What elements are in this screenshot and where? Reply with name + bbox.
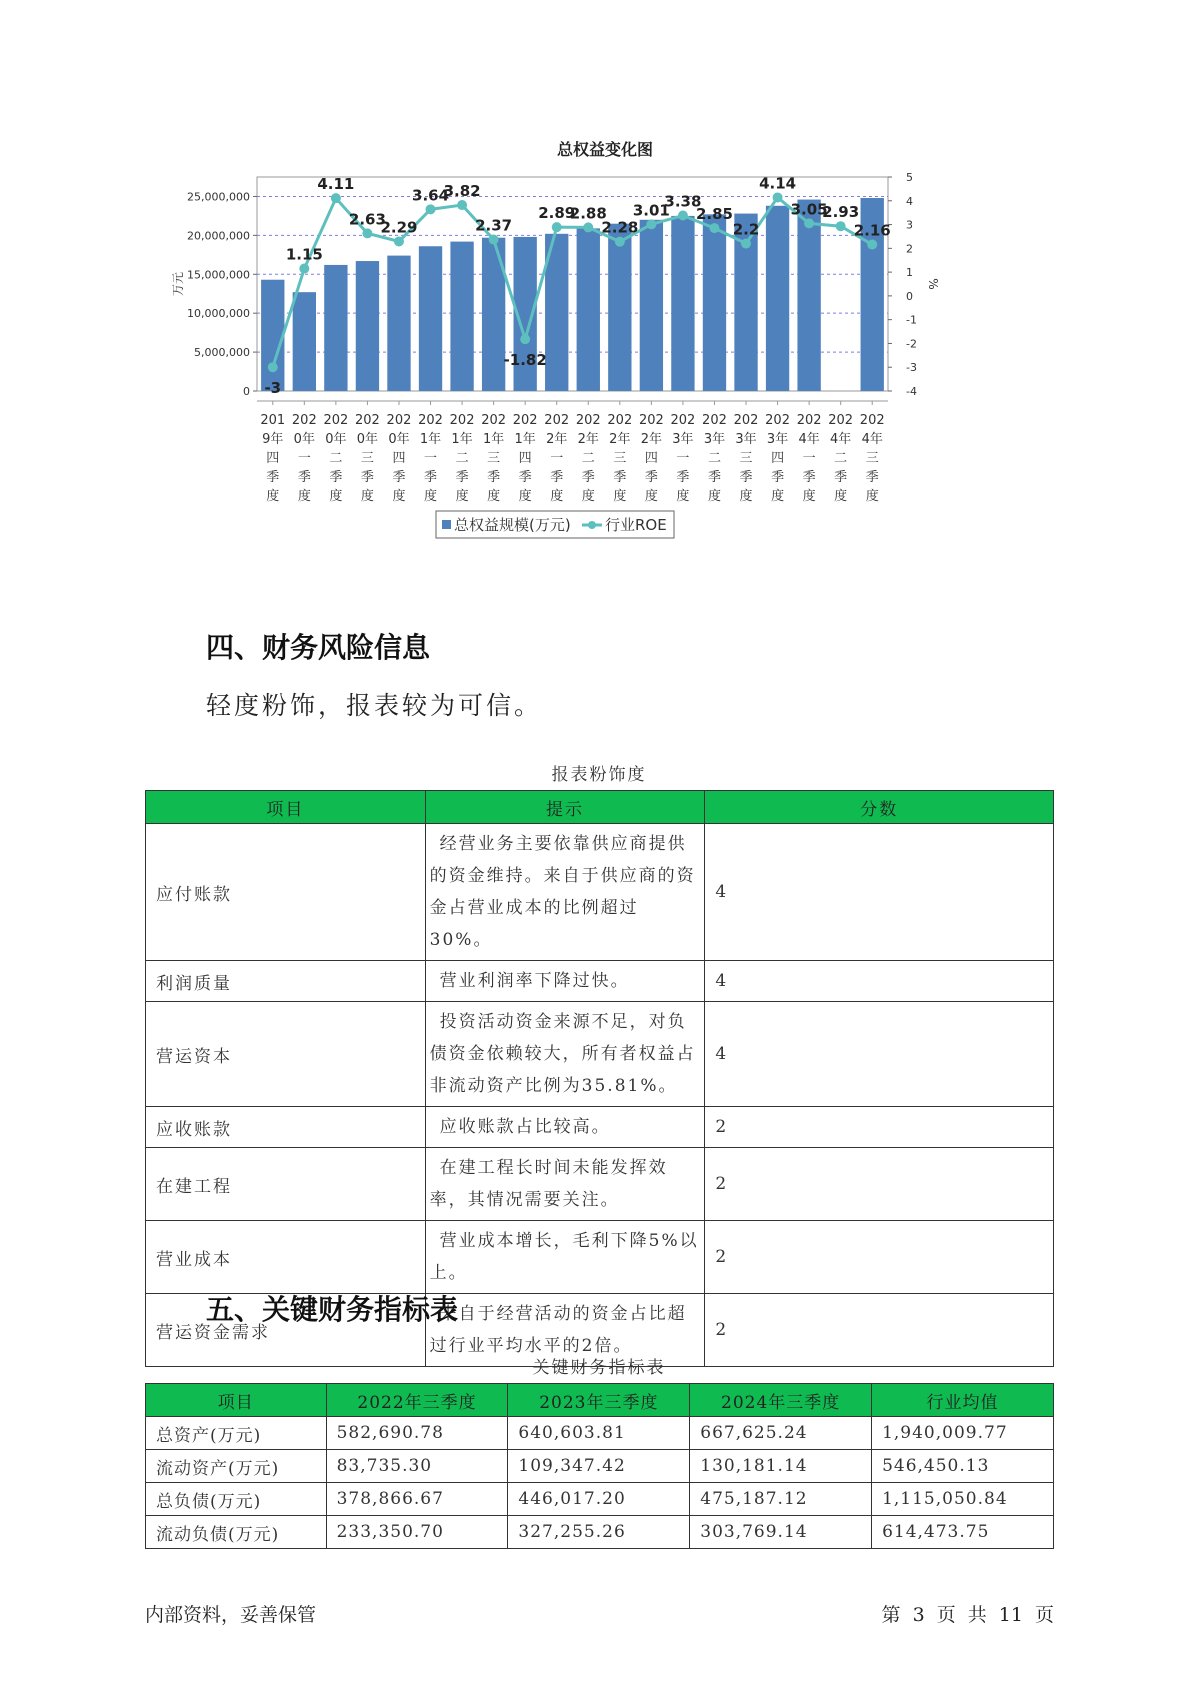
risk-tip: 营业成本增长，毛利下降5%以上。 <box>425 1221 705 1294</box>
x-tick-label: 季 <box>424 470 438 485</box>
x-tick-label: 季 <box>487 470 501 485</box>
x-tick-label: 202 <box>607 413 633 428</box>
x-tick-label: 202 <box>765 413 790 428</box>
roe-point <box>268 362 278 372</box>
x-tick-label: 度 <box>550 489 564 504</box>
risk-tip: 经营业务主要依靠供应商提供的资金维持。来自于供应商的资金占营业成本的比例超过30%。 <box>425 824 705 961</box>
x-tick-label: 四 <box>392 451 406 466</box>
risk-score: 2 <box>705 1148 1054 1221</box>
equity-bar <box>293 292 316 391</box>
table-row <box>146 1002 1054 1107</box>
chart-title: 总权益变化图 <box>556 140 654 159</box>
key-financial-table <box>145 1383 1054 1549</box>
table-row <box>146 961 1054 1002</box>
kfi-header-industry-avg: 行业均值 <box>872 1384 1054 1417</box>
x-tick-label: 四 <box>644 451 658 466</box>
kfi-cell: 130,181.14 <box>690 1450 872 1483</box>
x-tick-label: 度 <box>676 489 690 504</box>
y2-tick-label: -2 <box>906 337 917 351</box>
table-row <box>146 1107 1054 1148</box>
kfi-cell: 446,017.20 <box>508 1483 690 1516</box>
roe-point <box>426 204 436 214</box>
risk-table-header-row <box>146 791 1054 824</box>
x-tick-label: 季 <box>455 470 469 485</box>
roe-data-label: -3 <box>264 379 282 398</box>
kfi-cell: 475,187.12 <box>690 1483 872 1516</box>
kfi-cell: 1,115,050.84 <box>872 1483 1054 1516</box>
roe-point <box>489 235 499 245</box>
equity-bar <box>261 280 284 391</box>
roe-data-label: 3.38 <box>664 192 702 211</box>
x-tick-label: 度 <box>424 489 438 504</box>
risk-header-tip: 提示 <box>425 791 705 824</box>
kfi-header-2022q3: 2022年三季度 <box>326 1384 508 1417</box>
risk-score: 2 <box>705 1221 1054 1294</box>
y2-tick-label: -3 <box>906 361 917 375</box>
roe-point <box>804 218 814 228</box>
x-tick-label: 季 <box>771 470 785 485</box>
x-tick-label: 0年 <box>388 432 410 447</box>
y2-tick-label: -1 <box>906 313 917 327</box>
y-tick-label: 15,000,000 <box>187 268 250 282</box>
roe-data-label: 2.37 <box>475 216 513 235</box>
risk-tip: 在建工程长时间未能发挥效率，其情况需要关注。 <box>425 1148 705 1221</box>
x-tick-label: 一 <box>802 451 816 466</box>
roe-data-label: 2.2 <box>732 220 760 239</box>
x-tick-label: 4年 <box>798 432 820 447</box>
x-tick-label: 季 <box>360 470 374 485</box>
x-tick-label: 季 <box>518 470 532 485</box>
x-tick-label: 202 <box>512 413 538 428</box>
kfi-cell: 640,603.81 <box>508 1417 690 1450</box>
x-tick-label: 度 <box>771 489 785 504</box>
risk-header-item: 项目 <box>146 791 426 824</box>
legend-line-label: 行业ROE <box>605 516 667 534</box>
risk-score: 4 <box>705 824 1054 961</box>
x-tick-label: 度 <box>834 489 848 504</box>
x-tick-label: 季 <box>644 470 658 485</box>
roe-point <box>299 264 309 274</box>
risk-item: 营业成本 <box>146 1221 426 1294</box>
legend-bar-label: 总权益规模(万元) <box>454 516 571 534</box>
risk-item: 应付账款 <box>146 824 426 961</box>
roe-data-label: 2.88 <box>569 204 607 223</box>
kfi-cell: 233,350.70 <box>326 1516 508 1549</box>
equity-bar <box>356 261 379 391</box>
kfi-cell: 总负债(万元) <box>146 1483 327 1516</box>
y2-tick-label: 4 <box>906 194 913 208</box>
x-tick-label: 2年 <box>640 432 663 447</box>
x-tick-label: 0年 <box>325 432 347 447</box>
x-tick-label: 四 <box>518 451 532 466</box>
kfi-header-item: 项目 <box>146 1384 327 1417</box>
equity-bar <box>577 228 600 391</box>
kfi-cell: 614,473.75 <box>872 1516 1054 1549</box>
x-tick-label: 4年 <box>830 432 852 447</box>
x-tick-label: 1年 <box>482 432 505 447</box>
y-tick-label: 5,000,000 <box>194 346 250 360</box>
x-tick-label: 度 <box>455 489 469 504</box>
kfi-cell: 546,450.13 <box>872 1450 1054 1483</box>
x-tick-label: 1年 <box>419 432 442 447</box>
roe-data-label: 3.05 <box>790 200 828 219</box>
risk-item: 在建工程 <box>146 1148 426 1221</box>
y-tick-label: 25,000,000 <box>187 190 250 204</box>
y-tick-label: 10,000,000 <box>187 307 250 321</box>
x-tick-label: 4年 <box>861 432 883 447</box>
x-tick-label: 二 <box>707 451 721 466</box>
roe-point <box>773 192 783 202</box>
x-tick-label: 1年 <box>451 432 473 447</box>
risk-table <box>145 790 1054 1367</box>
equity-bar <box>671 216 694 391</box>
roe-data-label: 2.89 <box>538 204 576 223</box>
risk-score: 4 <box>705 1002 1054 1107</box>
y-tick-label: 20,000,000 <box>187 229 250 243</box>
x-tick-label: 季 <box>266 470 280 485</box>
equity-bar <box>766 206 789 391</box>
kfi-header-row <box>146 1384 1054 1417</box>
x-tick-label: 度 <box>707 489 721 504</box>
risk-item: 营运资金需求 <box>146 1294 426 1367</box>
x-tick-label: 四 <box>266 451 280 466</box>
x-tick-label: 二 <box>329 451 343 466</box>
x-tick-label: 季 <box>802 470 816 485</box>
x-tick-label: 度 <box>613 489 627 504</box>
x-tick-label: 度 <box>739 489 753 504</box>
risk-score: 4 <box>705 961 1054 1002</box>
x-tick-label: 1年 <box>514 432 536 447</box>
risk-item: 应收账款 <box>146 1107 426 1148</box>
x-tick-label: 202 <box>291 413 317 428</box>
roe-data-label: 4.11 <box>317 175 355 194</box>
table-row <box>146 1450 1054 1483</box>
x-tick-label: 三 <box>739 451 753 466</box>
kfi-header-2023q3: 2023年三季度 <box>508 1384 690 1417</box>
x-tick-label: 一 <box>676 451 690 466</box>
risk-item: 营运资本 <box>146 1002 426 1107</box>
roe-data-label: 2.63 <box>348 210 386 229</box>
roe-data-label: 3.01 <box>632 201 670 220</box>
x-tick-label: 度 <box>329 489 343 504</box>
x-tick-label: 度 <box>518 489 532 504</box>
x-tick-label: 9年 <box>262 432 284 447</box>
equity-bar <box>703 214 726 391</box>
footer-page-number: 第 3 页 共 11 页 <box>881 1604 1054 1626</box>
y2-tick-label: 3 <box>906 218 913 232</box>
x-tick-label: 季 <box>676 470 690 485</box>
x-tick-label: 202 <box>386 413 412 428</box>
roe-data-label: 2.28 <box>601 218 639 237</box>
roe-point <box>867 240 877 250</box>
x-tick-label: 201 <box>260 413 286 428</box>
risk-header-score: 分数 <box>705 791 1054 824</box>
roe-point <box>836 221 846 231</box>
equity-bar <box>419 246 442 391</box>
kfi-table-caption: 关键财务指标表 <box>532 1358 666 1378</box>
x-tick-label: 202 <box>796 413 822 428</box>
equity-bar <box>640 220 663 391</box>
roe-point <box>583 222 593 232</box>
roe-data-label: 2.85 <box>695 205 733 224</box>
x-tick-label: 度 <box>487 489 501 504</box>
section4-summary: 轻度粉饰，报表较为可信。 <box>206 691 543 720</box>
roe-point <box>457 200 467 210</box>
x-tick-label: 202 <box>828 413 854 428</box>
x-tick-label: 季 <box>297 470 311 485</box>
risk-table-caption: 报表粉饰度 <box>551 765 647 785</box>
kfi-header-2024q3: 2024年三季度 <box>690 1384 872 1417</box>
x-tick-label: 202 <box>323 413 349 428</box>
x-tick-label: 度 <box>360 489 374 504</box>
risk-item: 利润质量 <box>146 961 426 1002</box>
equity-bar <box>450 242 473 391</box>
roe-data-label: 4.14 <box>759 174 797 193</box>
x-tick-label: 季 <box>613 470 627 485</box>
x-tick-label: 一 <box>424 451 438 466</box>
equity-chart-svg <box>170 130 1040 590</box>
x-tick-label: 3年 <box>735 432 757 447</box>
y-axis-label: 万元 <box>171 271 185 297</box>
kfi-cell: 83,735.30 <box>326 1450 508 1483</box>
x-tick-label: 季 <box>739 470 753 485</box>
x-tick-label: 三 <box>613 451 627 466</box>
equity-bar <box>387 256 410 391</box>
x-tick-label: 度 <box>266 489 280 504</box>
x-tick-label: 3年 <box>672 432 694 447</box>
x-tick-label: 季 <box>707 470 721 485</box>
footer-confidential-note: 内部资料，妥善保管 <box>145 1604 317 1626</box>
kfi-cell: 378,866.67 <box>326 1483 508 1516</box>
table-row <box>146 1483 1054 1516</box>
equity-bar <box>608 224 631 391</box>
x-tick-label: 202 <box>670 413 696 428</box>
x-tick-label: 季 <box>392 470 406 485</box>
roe-point <box>331 193 341 203</box>
x-tick-label: 202 <box>449 413 475 428</box>
x-tick-label: 202 <box>638 413 664 428</box>
x-tick-label: 3年 <box>703 432 726 447</box>
x-tick-label: 季 <box>581 470 595 485</box>
kfi-cell: 流动负债(万元) <box>146 1516 327 1549</box>
x-tick-label: 二 <box>581 451 595 466</box>
roe-point <box>646 219 656 229</box>
x-tick-label: 三 <box>487 451 501 466</box>
x-tick-label: 一 <box>297 451 311 466</box>
x-tick-label: 季 <box>865 470 879 485</box>
x-tick-label: 202 <box>575 413 601 428</box>
legend-bar-swatch <box>442 520 451 529</box>
risk-tip: 来自于经营活动的资金占比超过行业平均水平的2倍。 <box>425 1294 705 1367</box>
roe-point <box>615 237 625 247</box>
y2-tick-label: 0 <box>906 289 913 303</box>
legend-line-marker <box>588 521 596 529</box>
x-tick-label: 三 <box>865 451 879 466</box>
x-tick-label: 四 <box>771 451 785 466</box>
roe-data-label: 3.64 <box>412 186 450 205</box>
roe-data-label: 1.15 <box>285 245 323 264</box>
roe-data-label: 2.29 <box>380 218 418 237</box>
x-tick-label: 度 <box>392 489 406 504</box>
x-tick-label: 度 <box>802 489 816 504</box>
roe-data-label: -1.82 <box>503 351 547 370</box>
table-row <box>146 1221 1054 1294</box>
x-tick-label: 2年 <box>577 432 599 447</box>
section4-heading: 四、财务风险信息 <box>206 631 431 664</box>
roe-point <box>520 334 530 344</box>
y-tick-label: 0 <box>243 385 250 398</box>
x-tick-label: 季 <box>550 470 564 485</box>
x-tick-label: 202 <box>481 413 507 428</box>
x-tick-label: 3年 <box>766 432 789 447</box>
roe-data-label: 3.82 <box>443 182 481 201</box>
kfi-cell: 流动资产(万元) <box>146 1450 327 1483</box>
x-tick-label: 一 <box>550 451 564 466</box>
y2-tick-label: 5 <box>906 171 913 184</box>
x-tick-label: 度 <box>581 489 595 504</box>
risk-tip: 营业利润率下降过快。 <box>425 961 705 1002</box>
roe-point <box>552 222 562 232</box>
table-row <box>146 824 1054 961</box>
kfi-cell: 1,940,009.77 <box>872 1417 1054 1450</box>
x-tick-label: 二 <box>455 451 469 466</box>
x-tick-label: 202 <box>544 413 570 428</box>
y2-tick-label: 2 <box>906 242 913 256</box>
roe-point <box>741 239 751 249</box>
x-tick-label: 0年 <box>293 432 315 447</box>
x-tick-label: 0年 <box>356 432 379 447</box>
section5-heading: 五、关键财务指标表 <box>206 1293 459 1326</box>
roe-data-label: 2.16 <box>853 221 891 240</box>
roe-point <box>709 223 719 233</box>
y2-axis-label: % <box>926 278 940 290</box>
y2-tick-label: -4 <box>906 385 917 398</box>
x-tick-label: 季 <box>834 470 848 485</box>
x-tick-label: 2年 <box>609 432 631 447</box>
table-row <box>146 1516 1054 1549</box>
roe-point <box>394 236 404 246</box>
x-tick-label: 二 <box>834 451 848 466</box>
x-tick-label: 202 <box>733 413 759 428</box>
table-row <box>146 1148 1054 1221</box>
equity-bar <box>324 265 347 391</box>
roe-data-label: 2.93 <box>822 203 860 222</box>
equity-chart <box>170 130 1040 590</box>
risk-score: 2 <box>705 1107 1054 1148</box>
x-tick-label: 度 <box>297 489 311 504</box>
kfi-cell: 109,347.42 <box>508 1450 690 1483</box>
x-tick-label: 季 <box>329 470 343 485</box>
roe-point <box>678 211 688 221</box>
x-tick-label: 202 <box>355 413 380 428</box>
kfi-cell: 303,769.14 <box>690 1516 872 1549</box>
x-tick-label: 202 <box>859 413 885 428</box>
x-tick-label: 202 <box>702 413 727 428</box>
kfi-cell: 582,690.78 <box>326 1417 508 1450</box>
x-tick-label: 度 <box>644 489 658 504</box>
kfi-cell: 总资产(万元) <box>146 1417 327 1450</box>
risk-tip: 应收账款占比较高。 <box>425 1107 705 1148</box>
x-tick-label: 三 <box>360 451 374 466</box>
roe-point <box>362 228 372 238</box>
y2-tick-label: 1 <box>906 266 913 280</box>
x-tick-label: 2年 <box>546 432 568 447</box>
x-tick-label: 202 <box>418 413 443 428</box>
x-tick-label: 度 <box>865 489 879 504</box>
kfi-cell: 327,255.26 <box>508 1516 690 1549</box>
table-row <box>146 1417 1054 1450</box>
kfi-cell: 667,625.24 <box>690 1417 872 1450</box>
risk-score: 2 <box>705 1294 1054 1367</box>
risk-tip: 投资活动资金来源不足，对负债资金依赖较大，所有者权益占非流动资产比例为35.81%。 <box>425 1002 705 1107</box>
